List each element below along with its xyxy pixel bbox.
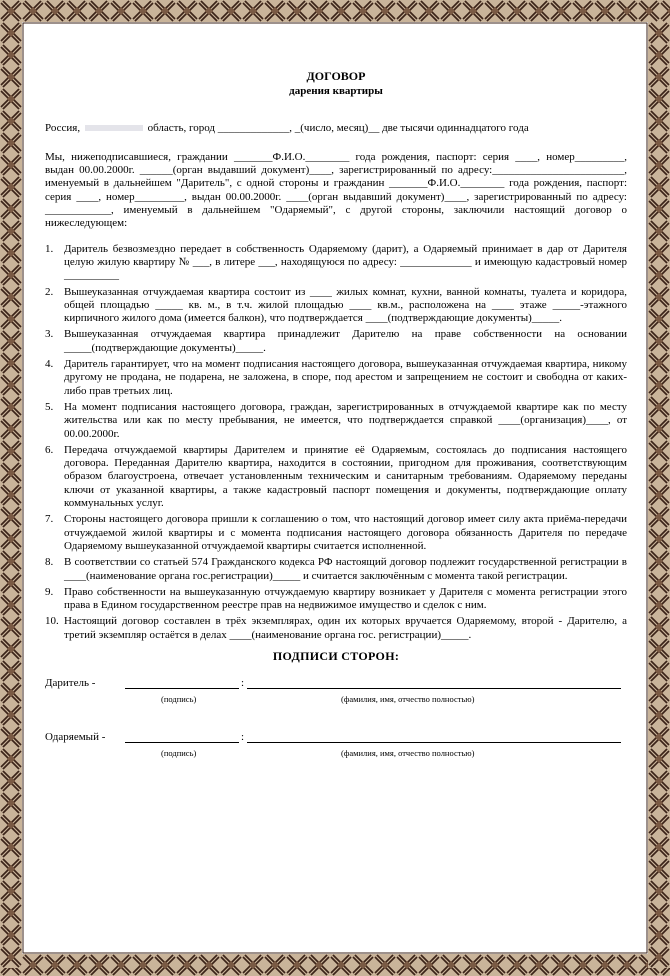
border-tile (648, 374, 670, 396)
border-tile (0, 66, 22, 88)
border-tile (648, 704, 670, 726)
border-tile (648, 110, 670, 132)
border-tile (22, 0, 44, 22)
border-tile (594, 954, 616, 976)
border-tile (0, 462, 22, 484)
border-tile (352, 954, 374, 976)
border-tile (506, 954, 528, 976)
border-tile (506, 0, 528, 22)
border-tile (286, 0, 308, 22)
border-tile (0, 154, 22, 176)
border-tile (396, 0, 418, 22)
document-body (45, 70, 627, 771)
border-tile (484, 0, 506, 22)
clause-item (45, 358, 627, 398)
border-tile (374, 0, 396, 22)
border-tile (22, 954, 44, 976)
border-tile (242, 954, 264, 976)
document-title: ДОГОВОР (306, 69, 366, 83)
clause-item (45, 243, 627, 283)
border-tile (550, 954, 572, 976)
contract-clauses (45, 243, 627, 642)
receiver-signature-row (45, 731, 627, 771)
border-tile (648, 528, 670, 550)
border-tile (110, 0, 132, 22)
border-tile (648, 176, 670, 198)
border-tile (264, 954, 286, 976)
border-tile (648, 770, 670, 792)
border-tile (352, 0, 374, 22)
giver-sign-caption: (подпись) (161, 694, 197, 705)
border-tile (242, 0, 264, 22)
clause-text: Право собственности на вышеуказанную отчуждаемую квартиру возникает у Дарителя с момента регистрации этого права в Едином государственном реестре прав на недвижимое имущество и сделок с ним. (64, 585, 627, 612)
document-subtitle: дарения квартиры (289, 85, 383, 98)
border-tile (648, 506, 670, 528)
border-tile (0, 550, 22, 572)
clause-text: Передача отчуждаемой квартиры Дарителем и принятие её Одаряемым, состоялась до подписания настоящего договора. Переданная Дарителю квартира, находится в состоянии, пригодном для проживания, соответствующим образом благоустроена, отвечает установленным техническим и санитарным требованиям. Одаряемому переданы ключи от указанной квартиры, а также кадастровый паспорт помещения и документы, подтверждающие оплату коммунальных услуг. (64, 443, 627, 510)
border-tile (648, 792, 670, 814)
border-tile (0, 836, 22, 858)
border-tile (44, 0, 66, 22)
parties-paragraph: Мы, нижеподписавшиеся, граждании _______Ф.И.О.________ года рождения, паспорт: серия ____, номер_________, выдан 00.00.2000г. ______(орган выдавший документ)____, зарегистрированный по адресу:________________________, именуемый в дальнейшем "Даритель", с одной стороны и гражданин _______Ф.И.О.________ года рождения, паспорт: серия ____, номер_________, выдан 00.00.2000г. ____(орган выдавший документ)____, зарегистрированный по адресу: ____________, именуемый в дальнейшем "Одаряемый", с другой стороны, заключили настоящий договор о нижеследующем: (45, 150, 627, 230)
border-tile (616, 954, 638, 976)
border-tile (648, 748, 670, 770)
border-tile (0, 264, 22, 286)
border-tile (0, 572, 22, 594)
country-text: Россия, (45, 121, 81, 134)
border-tile (0, 330, 22, 352)
giver-signature-row (45, 677, 627, 717)
clause-number: 1. (45, 242, 54, 255)
border-tile (648, 616, 670, 638)
border-tile (0, 88, 22, 110)
border-tile (648, 682, 670, 704)
border-tile (0, 924, 22, 946)
border-tile (154, 0, 176, 22)
border-tile (0, 506, 22, 528)
clause-text: Даритель безвозмездно передает в собственность Одаряемому (дарит), а Одаряемый принимает в дар от Дарителя целую жилую квартиру № ___, в литере ___, находящуюся по адресу: _____________ и имеющую кадастровый номер __________ (64, 242, 627, 282)
border-tile (648, 66, 670, 88)
border-tile (0, 484, 22, 506)
border-tile (44, 954, 66, 976)
border-tile (0, 242, 22, 264)
border-tile (648, 22, 670, 44)
border-tile (648, 572, 670, 594)
clause-number: 8. (45, 556, 54, 569)
border-tile (648, 88, 670, 110)
border-tile (648, 220, 670, 242)
border-tile (648, 352, 670, 374)
border-tile (648, 902, 670, 924)
border-tile (330, 954, 352, 976)
border-tile (648, 880, 670, 902)
blurred-region (85, 125, 143, 131)
giver-name-caption: (фамилия, имя, отчество полностью) (341, 694, 475, 705)
border-tile (0, 110, 22, 132)
border-tile (220, 0, 242, 22)
border-tile (648, 594, 670, 616)
border-tile (0, 770, 22, 792)
border-tile (0, 792, 22, 814)
border-tile (66, 0, 88, 22)
border-tile (418, 0, 440, 22)
border-tile (440, 954, 462, 976)
border-tile (648, 154, 670, 176)
clause-number: 5. (45, 400, 54, 413)
border-tile (0, 660, 22, 682)
border-tile (594, 0, 616, 22)
border-tile (110, 954, 132, 976)
border-tile (0, 176, 22, 198)
clause-number: 9. (45, 585, 54, 598)
border-tile (648, 550, 670, 572)
receiver-label: Одаряемый - (45, 731, 106, 744)
clause-number: 10. (45, 615, 59, 628)
receiver-name-line (247, 742, 621, 743)
border-tile (0, 946, 22, 968)
border-tile (66, 954, 88, 976)
clause-item (45, 556, 627, 583)
border-tile (0, 528, 22, 550)
border-tile (418, 954, 440, 976)
border-tile (154, 954, 176, 976)
clause-item (45, 615, 627, 642)
separator-colon: : (241, 677, 245, 690)
border-tile (648, 198, 670, 220)
border-tile (648, 286, 670, 308)
border-tile (0, 440, 22, 462)
giver-signature-line (125, 688, 239, 689)
border-tile (572, 0, 594, 22)
clause-number: 4. (45, 358, 54, 371)
clause-number: 7. (45, 513, 54, 526)
border-tile (0, 308, 22, 330)
clause-number: 6. (45, 443, 54, 456)
border-tile (0, 352, 22, 374)
border-tile (648, 858, 670, 880)
border-tile (0, 616, 22, 638)
border-tile (440, 0, 462, 22)
border-tile (648, 418, 670, 440)
clause-text: На момент подписания настоящего договора, граждан, зарегистрированных в отчуждаемой квартире как по месту жительства или как по месту пребывания, не имеется, что подтверждается справкой ____(организация)____, от 00.00.2000г. (64, 400, 627, 440)
border-tile (0, 858, 22, 880)
border-tile (374, 954, 396, 976)
border-tile (0, 0, 22, 22)
giver-label: Даритель - (45, 677, 96, 690)
border-tile (550, 0, 572, 22)
border-tile (0, 902, 22, 924)
border-tile (0, 594, 22, 616)
border-tile (648, 484, 670, 506)
border-tile (0, 726, 22, 748)
place-date-line (45, 122, 627, 135)
border-tile (0, 418, 22, 440)
signatures-title: ПОДПИСИ СТОРОН: (272, 648, 400, 663)
border-tile (648, 946, 670, 968)
border-tile (648, 660, 670, 682)
border-tile (648, 440, 670, 462)
border-tile (648, 638, 670, 660)
border-tile (648, 264, 670, 286)
border-tile (528, 954, 550, 976)
border-tile (0, 638, 22, 660)
border-tile (308, 954, 330, 976)
border-tile (0, 44, 22, 66)
border-tile (648, 462, 670, 484)
border-tile (0, 814, 22, 836)
border-tile (0, 880, 22, 902)
border-tile (648, 44, 670, 66)
region-text: область, город _____________, (147, 121, 293, 134)
clause-text: Стороны настоящего договора пришли к соглашению о том, что настоящий договор имеет силу акта приёма-передачи отчуждаемой жилой квартиры и с момента подписания настоящего договора обязанность Дарителя по передаче Одаряемому вышеуказанной отчуждаемой квартиры считается исполненной. (64, 513, 627, 552)
clause-number: 3. (45, 328, 54, 341)
border-tile (648, 924, 670, 946)
border-tile (648, 132, 670, 154)
border-tile (0, 220, 22, 242)
clause-item (45, 513, 627, 553)
clause-item (45, 586, 627, 613)
border-tile (132, 0, 154, 22)
border-tile (484, 954, 506, 976)
clause-text: Даритель гарантирует, что на момент подписания настоящего договора, вышеуказанная отчуждаемая квартира, никому другому не продана, не подарена, не заложена, в споре, под арестом и запрещением не состоит и свободна от каких-либо прав третьих лиц. (64, 358, 627, 397)
border-tile (616, 0, 638, 22)
border-tile (0, 704, 22, 726)
border-tile (330, 0, 352, 22)
border-tile (462, 0, 484, 22)
border-tile (308, 0, 330, 22)
border-tile (638, 0, 660, 22)
border-tile (198, 0, 220, 22)
border-tile (396, 954, 418, 976)
border-tile (0, 396, 22, 418)
clause-text: Вышеуказанная отчуждаемая квартира принадлежит Дарителю на праве собственности на основании _____(подтверждающие документы)_____. (64, 328, 627, 354)
border-tile (648, 836, 670, 858)
border-tile (0, 198, 22, 220)
clause-item (45, 328, 627, 355)
clause-item (45, 444, 627, 510)
border-tile (0, 132, 22, 154)
border-tile (0, 748, 22, 770)
border-tile (648, 308, 670, 330)
border-tile (176, 954, 198, 976)
receiver-sign-caption: (подпись) (161, 748, 197, 759)
border-tile (648, 330, 670, 352)
border-tile (0, 374, 22, 396)
border-tile (88, 0, 110, 22)
border-tile (176, 0, 198, 22)
border-tile (0, 286, 22, 308)
separator-colon: : (241, 731, 245, 744)
receiver-name-caption: (фамилия, имя, отчество полностью) (341, 748, 475, 759)
border-tile (648, 814, 670, 836)
border-tile (528, 0, 550, 22)
clause-text: В соответствии со статьей 574 Гражданского кодекса РФ настоящий договор подлежит государственной регистрации в ____(наименование органа гос.регистрации)_____ и считается заключённым с момента такой регистрации. (64, 556, 627, 582)
border-tile (0, 22, 22, 44)
giver-name-line (247, 688, 621, 689)
clause-item (45, 401, 627, 441)
border-tile (572, 954, 594, 976)
border-tile (220, 954, 242, 976)
border-tile (286, 954, 308, 976)
clause-text: Настоящий договор составлен в трёх экземплярах, один их которых вручается Одаряемому, второй - Дарителю, а третий экземпляр остаётся в делах ____(наименование органа гос. регистрации)_____. (64, 615, 627, 641)
border-tile (132, 954, 154, 976)
border-tile (88, 954, 110, 976)
clause-number: 2. (45, 285, 54, 298)
border-tile (648, 242, 670, 264)
border-tile (648, 726, 670, 748)
border-tile (0, 682, 22, 704)
border-tile (660, 0, 670, 22)
border-tile (264, 0, 286, 22)
border-tile (462, 954, 484, 976)
border-tile (198, 954, 220, 976)
clause-item (45, 286, 627, 326)
date-text: _(число, месяц)__ две тысячи одиннадцатого года (294, 121, 529, 134)
receiver-signature-line (125, 742, 239, 743)
clause-text: Вышеуказанная отчуждаемая квартира состоит из ____ жилых комнат, кухни, ванной комнаты, туалета и коридора, общей площадью _____ кв. м., в т.ч. жилой площадью ____ кв.м., расположена на ____ этаже _____-этажного кирпичного жилого дома (имеется балкон), что подтверждается ____(подтверждающие документы)_____. (64, 285, 627, 325)
border-tile (648, 396, 670, 418)
